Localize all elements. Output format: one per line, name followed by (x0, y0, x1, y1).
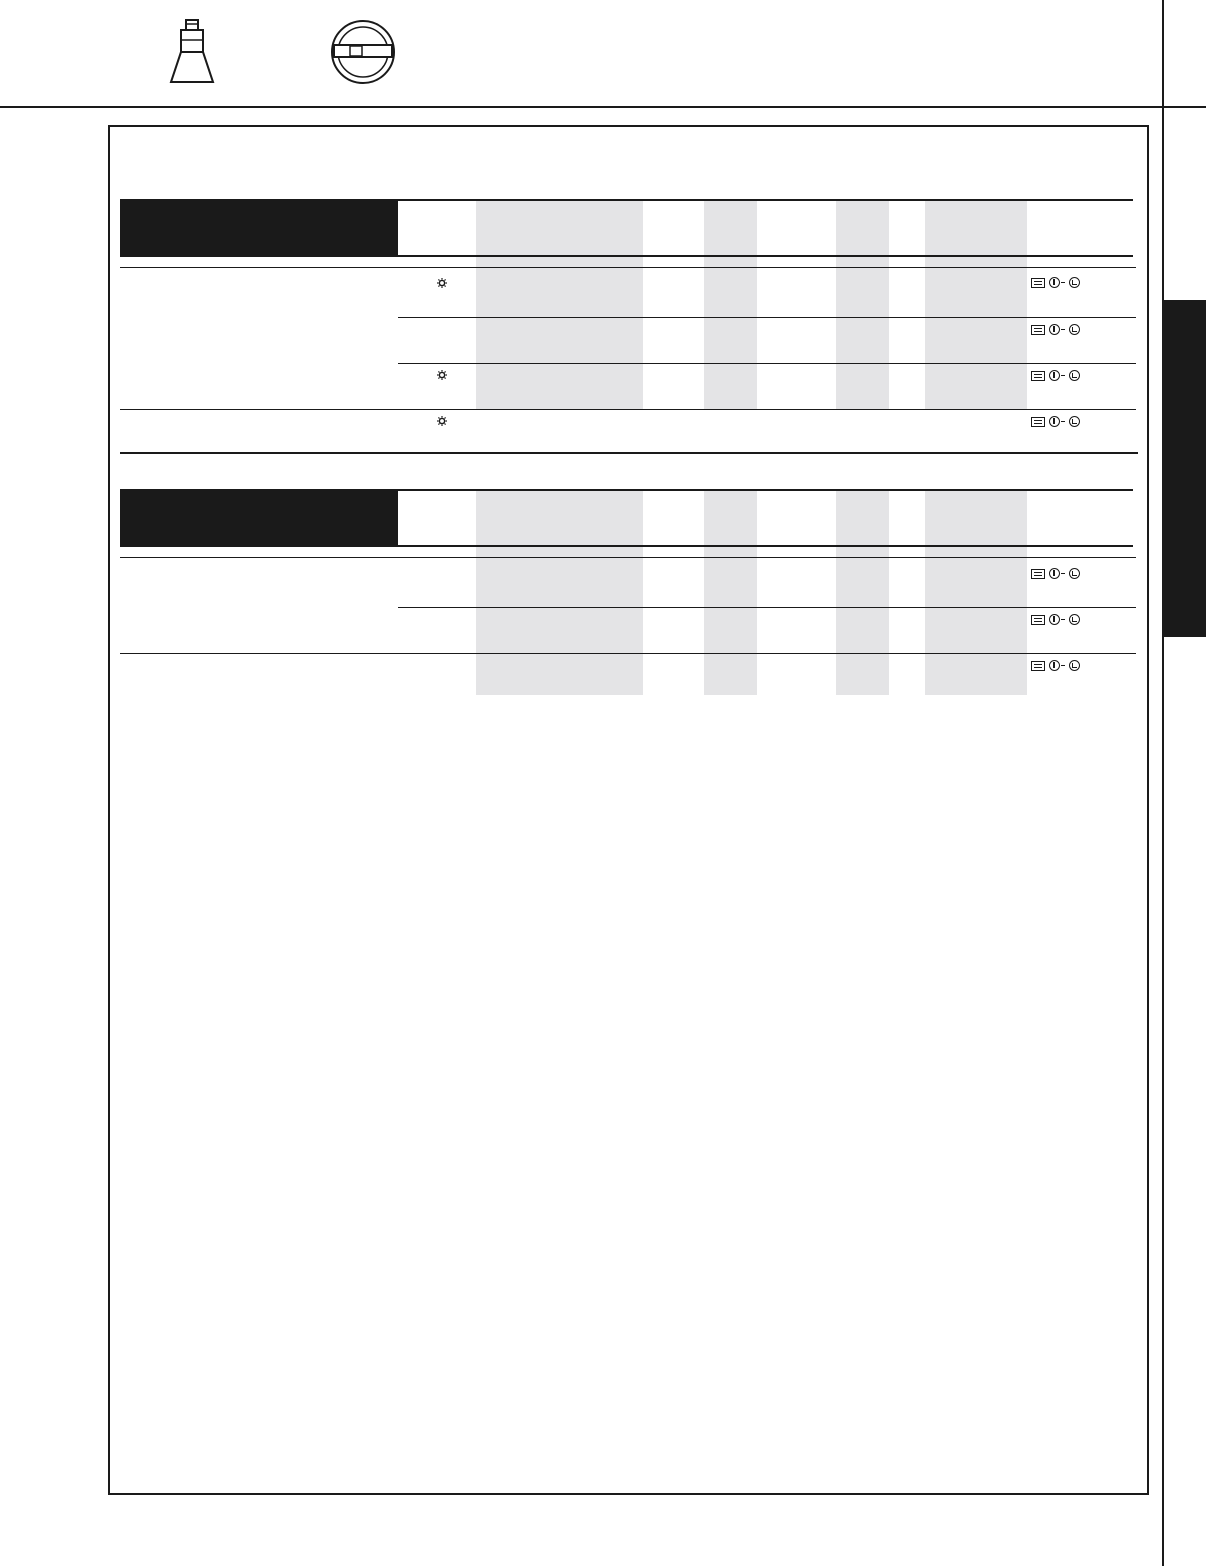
certification-marks (1031, 660, 1080, 671)
certification-marks (1031, 416, 1080, 427)
csa-icon (1049, 614, 1060, 625)
shaded-column (476, 201, 643, 409)
header-bottom-rule (120, 255, 1133, 257)
shaded-column (925, 491, 1027, 695)
cri-icon (1031, 278, 1045, 288)
csa-icon (1049, 324, 1060, 335)
cri-icon (1031, 325, 1045, 335)
csa-icon (1049, 277, 1060, 288)
csa-icon (1049, 568, 1060, 579)
csa-icon (1049, 660, 1060, 671)
spec-table-2 (120, 489, 1136, 699)
row-rule (398, 363, 1136, 364)
spec-table-1 (120, 199, 1136, 455)
row-rule (398, 317, 1136, 318)
cri-icon (1031, 371, 1045, 381)
table-header-block (120, 489, 398, 547)
shaded-column (836, 491, 889, 695)
certification-marks (1031, 568, 1080, 579)
circline-lamp-icon (328, 18, 398, 86)
shaded-column (836, 201, 889, 409)
shaded-column (476, 491, 643, 695)
cri-icon (1031, 417, 1045, 427)
shaded-column (704, 491, 757, 695)
header-top-rule (398, 199, 1133, 201)
section-thumb-tab (1164, 300, 1206, 637)
table-header-block (120, 199, 398, 257)
ul-icon (1069, 416, 1080, 427)
ul-icon (1069, 370, 1080, 381)
sun-icon (437, 278, 447, 288)
csa-icon (1049, 370, 1060, 381)
ul-icon (1069, 660, 1080, 671)
header-top-rule (398, 489, 1133, 491)
shaded-column (925, 201, 1027, 409)
sun-icon (437, 416, 447, 426)
certification-marks (1031, 614, 1080, 625)
header-rule (0, 106, 1206, 108)
table-bottom-rule (120, 452, 1138, 454)
ul-icon (1069, 614, 1080, 625)
margin-rule (1162, 0, 1164, 1566)
certification-marks (1031, 277, 1080, 288)
row-rule (120, 557, 1136, 558)
certification-marks (1031, 370, 1080, 381)
sun-icon (437, 370, 447, 380)
row-rule (120, 409, 1136, 410)
cri-icon (1031, 569, 1045, 579)
header-bottom-rule (120, 545, 1133, 547)
csa-icon (1049, 416, 1060, 427)
row-rule (398, 607, 1136, 608)
row-rule (120, 653, 1136, 654)
shaded-column (704, 201, 757, 409)
row-rule (120, 267, 1136, 268)
ul-icon (1069, 277, 1080, 288)
cri-icon (1031, 661, 1045, 671)
cri-icon (1031, 615, 1045, 625)
ul-icon (1069, 568, 1080, 579)
ul-icon (1069, 324, 1080, 335)
certification-marks (1031, 324, 1080, 335)
reflector-bulb-icon (168, 18, 218, 86)
